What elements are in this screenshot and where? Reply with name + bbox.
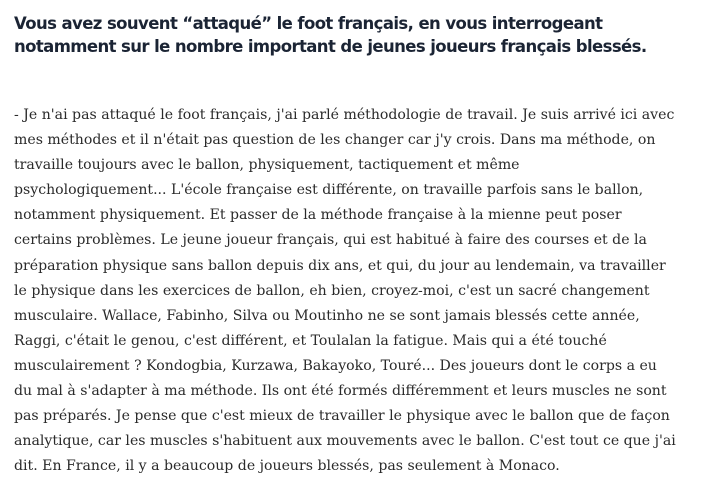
answer-line: certains problèmes. Le jeune joueur français, qui est habitué à faire des courses et de la [14, 232, 647, 249]
interview-answer [14, 103, 704, 479]
answer-line: musculairement ? Kondogbia, Kurzawa, Bakayoko, Touré... Des joueurs dont le corps a eu [14, 357, 657, 374]
interview-article [14, 12, 704, 479]
answer-line: travaille toujours avec le ballon, physiquement, tactiquement et même [14, 157, 520, 174]
interview-question [14, 12, 704, 58]
answer-line: préparation physique sans ballon depuis dix ans, et qui, du jour au lendemain, va travailler [14, 257, 666, 274]
question-line: Vous avez souvent “attaqué” le foot français, en vous interrogeant [14, 14, 603, 33]
answer-line: notamment physiquement. Et passer de la méthode française à la mienne peut poser [14, 207, 622, 224]
answer-line: le physique dans les exercices de ballon, eh bien, croyez-moi, c'est un sacré changement [14, 282, 650, 299]
answer-line: musculaire. Wallace, Fabinho, Silva ou Moutinho ne se sont jamais blessés cette année, [14, 307, 640, 324]
answer-line: Raggi, c'était le genou, c'est différent, et Toulalan la fatigue. Mais qui a été touché [14, 332, 607, 349]
answer-line: mes méthodes et il n'était pas question de les changer car j'y crois. Dans ma méthode, on [14, 132, 656, 149]
answer-line: pas préparés. Je pense que c'est mieux de travailler le physique avec le ballon que de façon [14, 408, 670, 425]
question-line: notamment sur le nombre important de jeunes joueurs français blessés. [14, 37, 647, 56]
answer-line: analytique, car les muscles s'habituent aux mouvements avec le ballon. C'est tout ce que j'ai [14, 433, 676, 450]
answer-line: dit. En France, il y a beaucoup de joueurs blessés, pas seulement à Monaco. [14, 458, 560, 475]
answer-line: - Je n'ai pas attaqué le foot français, j'ai parlé méthodologie de travail. Je suis arrivé ici avec [14, 107, 675, 123]
answer-line: du mal à s'adapter à ma méthode. Ils ont été formés différemment et leurs muscles ne sont [14, 383, 667, 400]
answer-line: psychologiquement... L'école française est différente, on travaille parfois sans le ballon, [14, 182, 644, 199]
